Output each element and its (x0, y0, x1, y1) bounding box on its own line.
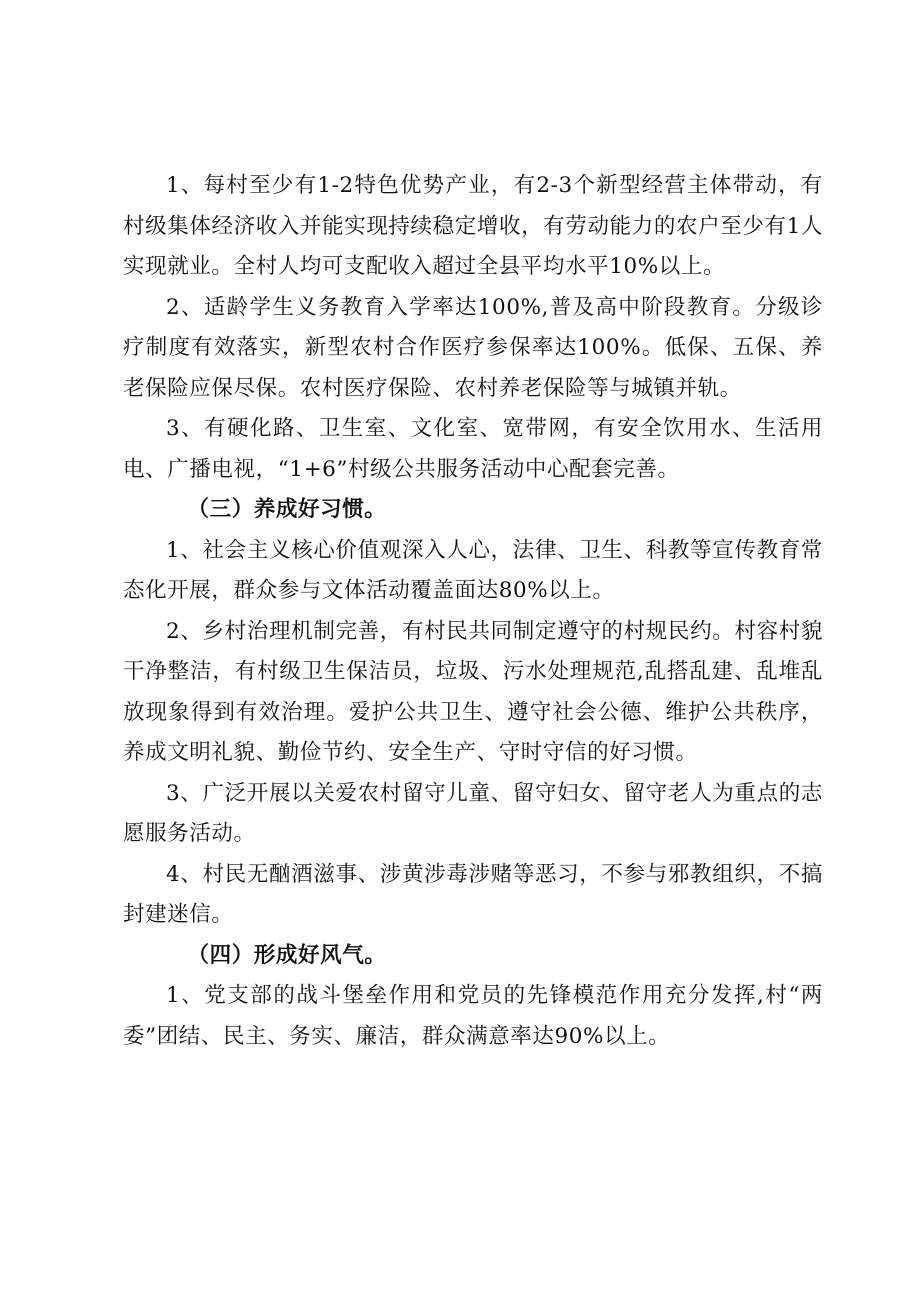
paragraph-core-values: 1、社会主义核心价值观深入人心，法律、卫生、科教等宣传教育常态化开展，群众参与文体活动覆盖面达80%以上。 (123, 537, 823, 603)
section-heading-habits: （三）养成好习惯。 (187, 497, 387, 522)
paragraph-village-governance: 2、乡村治理机制完善，有村民共同制定遵守的村规民约。村容村貌干净整洁，有村级卫生保洁员，垃圾、污水处理规范,乱搭乱建、乱堆乱放现象得到有效治理。爱护公共卫生、遵守社会公德、维护公共秩序，养成文明礼貌、勤俭节约、安全生产、守时守信的好习惯。 (123, 618, 823, 765)
paragraph-education-health: 2、适龄学生义务教育入学率达100%,普及高中阶段教育。分级诊疗制度有效落实，新型农村合作医疗参保率达100%。低保、五保、养老保险应保尽保。农村医疗保险、农村养老保险等与城镇并轨。 (123, 294, 823, 401)
paragraph-infrastructure: 3、有硬化路、卫生室、文化室、宽带网，有安全饮用水、生活用电、广播电视，“1+6”村级公共服务活动中心配套完善。 (123, 416, 823, 482)
paragraph-party-branch: 1、党支部的战斗堡垒作用和党员的先锋模范作用充分发挥,村“两委”团结、民主、务实、廉洁，群众满意率达90%以上。 (123, 983, 823, 1049)
paragraph-volunteer-service: 3、广泛开展以关爱农村留守儿童、留守妇女、留守老人为重点的志愿服务活动。 (123, 780, 823, 846)
document-body (123, 166, 823, 1057)
paragraph-income-industry: 1、每村至少有1-2特色优势产业，有2-3个新型经营主体带动，有村级集体经济收入并能实现持续稳定增收，有劳动能力的农户至少有1人实现就业。全村人均可支配收入超过全县平均水平10%以上。 (123, 173, 823, 279)
section-heading-customs: （四）形成好风气。 (187, 942, 387, 968)
paragraph-no-bad-habits: 4、村民无酗酒滋事、涉黄涉毒涉赌等恶习，不参与邪教组织，不搞封建迷信。 (123, 861, 823, 927)
